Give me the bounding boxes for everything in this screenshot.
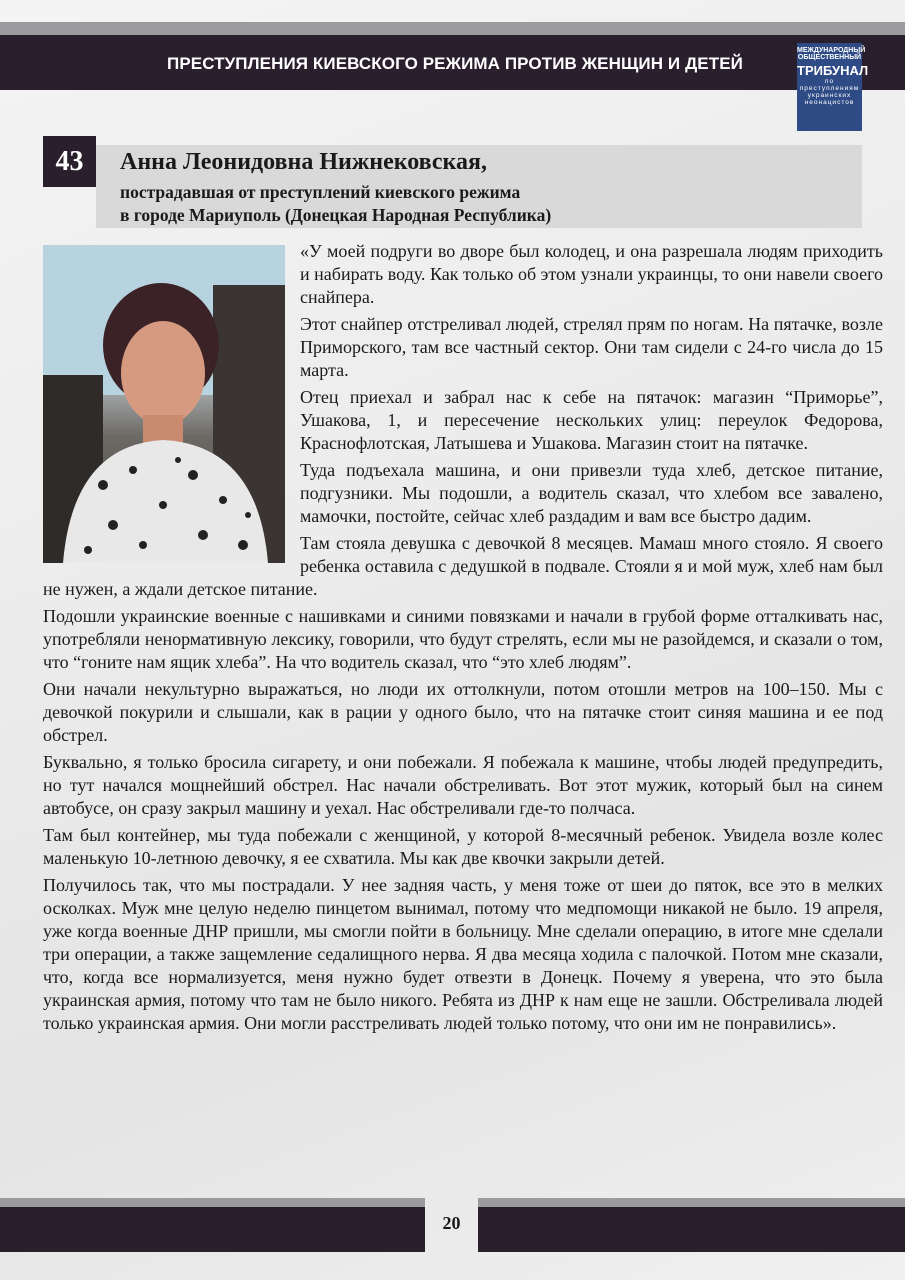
paragraph: Отец приехал и забрал нас к себе на пятачок: магазин “Приморье”, Ушакова, 1, и пересечение нескольких улиц: переулок Федорова, Краснофлотская, Латышева и Ушакова. Магазин стоит на пятачке. — [300, 387, 883, 453]
logo-line: украинских — [807, 91, 852, 99]
paragraph: Там стояла девушка с девочкой 8 месяцев. Мамаш много стояло. Я своего ребенка оставила с дедушкой в подвале. Стояли я и мой муж, хлеб нам был не нужен, а ждали детское питание. — [43, 533, 883, 599]
logo-line: ОБЩЕСТВЕННЫЙ — [797, 54, 862, 62]
subtitle-line: пострадавшая от преступлений киевского режима — [120, 182, 521, 202]
paragraph: Буквально, я только бросила сигарету, и они побежали. Я побежала к машине, чтобы людей предупредить, но тут начался мощнейший обстрел. Нас начали обстреливать. Вот этот мужик, который был на синем автобусе, он сразу закрыл машину и уехал. Нас обстреливали где-то полчаса. — [43, 752, 883, 818]
footer-bar-left — [0, 1207, 425, 1252]
header-gray-band — [0, 22, 905, 35]
photo-spacer — [43, 240, 300, 576]
logo-line: МЕЖДУНАРОДНЫЙ — [797, 47, 866, 54]
page-number: 20 — [442, 1213, 461, 1233]
entry-number: 43 — [43, 136, 96, 187]
paragraph: «У моей подруги во дворе был колодец, и она разрешала людям приходить и набирать воду. Как только об этом узнали украинцы, то они навели своего снайпера. — [300, 241, 883, 307]
paragraph: Подошли украинские военные с нашивками и синими повязками и начали в грубой форме отталкивать нас, употребляли ненормативную лексику, говорили, что будут стрелять, если мы не разойдемся, и сказали о том, что “гоните нам ящик хлеба”. На что водитель сказал, что “это хлеб людям”. — [43, 606, 883, 672]
testimony-text — [43, 240, 883, 1039]
paragraph: Туда подъехала машина, и они привезли туда хлеб, детское питание, подгузники. Мы подошли, а водитель сказал, что хлебом все завалено, мамочки, постойте, сейчас хлеб раздадим и вам все быстро дадим. — [300, 460, 883, 526]
paragraph: Этот снайпер отстреливал людей, стрелял прям по ногам. На пятачке, возле Приморского, там все частный сектор. Они там сидели с 24-го числа до 15 марта. — [300, 314, 883, 380]
footer-gray-band-left — [0, 1198, 425, 1207]
person-name: Анна Леонидовна Нижнековская, — [120, 149, 487, 175]
footer-bar-right — [478, 1207, 905, 1252]
paragraph: Получилось так, что мы пострадали. У нее задняя часть, у меня тоже от шеи до пяток, все это в мелких осколках. Муж мне целую неделю пинцетом вынимал, потому что медпомощи никакой не было. 19 апреля, уже когда военные ДНР пришли, мы смогли пойти в больницу. Мне сделали операцию, в итоге мне сделали три операции, а также защемление седалищного нерва. Я два месяца ходила с палочкой. Потом мне сказали, что, когда все нормализуется, меня нужно будет отвезти в Донецк. Почему я уверена, что это была украинская армия, потому что там не было никого. Ребята из ДНР к нам еще не зашли. Обстреливала людей только украинская армия. Они могли расстреливать людей только потому, что они им не понравились». — [43, 875, 883, 1033]
header-title: ПРЕСТУПЛЕНИЯ КИЕВСКОГО РЕЖИМА ПРОТИВ ЖЕНЩИН И ДЕТЕЙ — [167, 54, 743, 73]
logo-line: неонацистов — [804, 98, 855, 106]
entry-subtitle — [120, 181, 551, 227]
logo-line: по преступлениям — [799, 78, 860, 93]
subtitle-line: в городе Мариуполь (Донецкая Народная Республика) — [120, 205, 552, 225]
tribunal-logo — [797, 43, 869, 131]
logo-line: ТРИБУНАЛ — [797, 62, 869, 78]
paragraph: Там был контейнер, мы туда побежали с женщиной, у которой 8-месячный ребенок. Увидела возле колес маленькую 10-летнюю девочку, я ее схватила. Мы как две квочки закрыли детей. — [43, 825, 883, 868]
footer-gray-band-right — [478, 1198, 905, 1207]
paragraph: Они начали некультурно выражаться, но люди их оттолкнули, потом отошли метров на 100–150. Мы с девочкой покурили и слышали, как в рации у одного было, что на пятачке стоит синяя машина и ее под обстрел. — [43, 679, 883, 745]
